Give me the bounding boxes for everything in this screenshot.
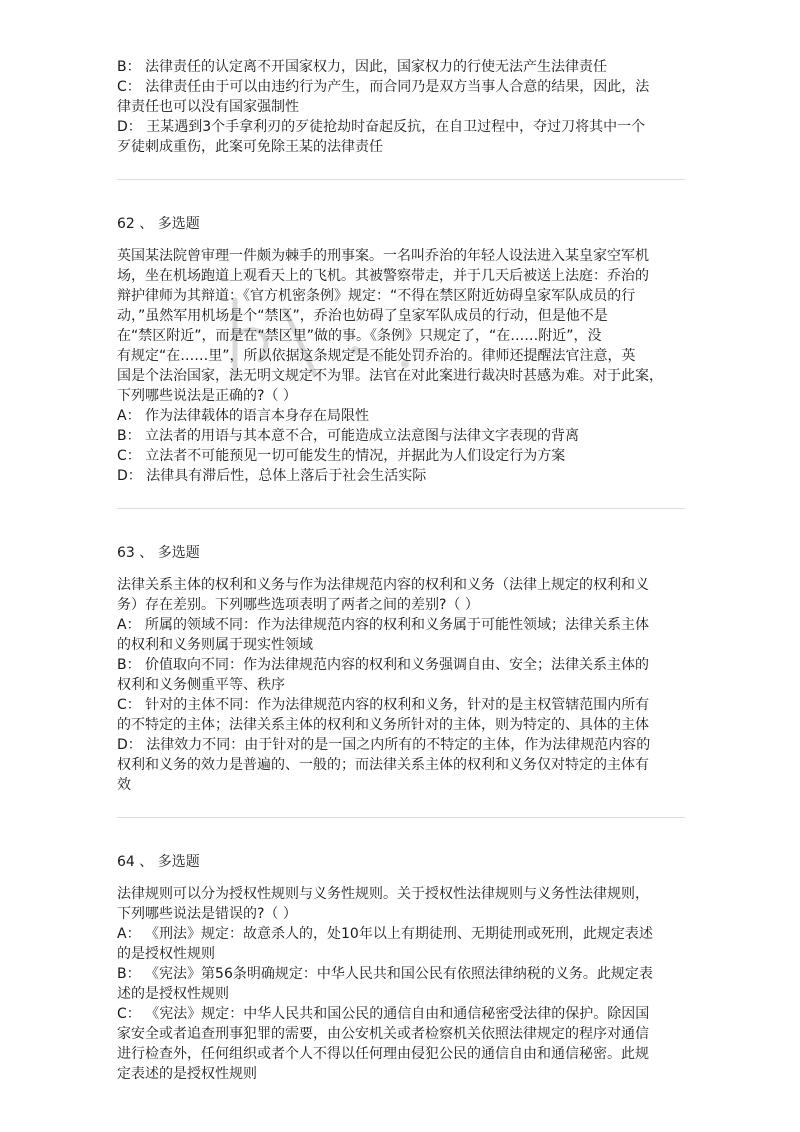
question-line: 有规定“在……里”，所以依据这条规定是不能处罚乔治的。律师还提醒法官注意，英 [117,348,636,364]
question-64 [117,852,685,1084]
option-line: C： 法律责任由于可以由违约行为产生，而合同乃是双方当事人合意的结果，因此，法 [117,79,650,95]
question-header: 63 、 多选题 [117,545,200,561]
option-line: B： 法律责任的认定离不开国家权力，因此，国家权力的行使无法产生法律责任 [117,59,608,75]
question-line: 在“禁区附近”，而是在“禁区里”做的事。《条例》只规定了，“在……附近”，没 [117,328,602,344]
option-a-cont: 的是授权性规则 [117,946,215,962]
document-page [117,57,685,1084]
option-c: C： 立法者不可能预见一切可能发生的情况，并据此为人们设定行为方案 [117,448,566,464]
question-line: 法律规则可以分为授权性规则与义务性规则。关于授权性法律规则与义务性法律规则， [117,886,649,902]
previous-question-options [117,57,685,157]
option-b: B： 价值取向不同：作为法律规范内容的权利和义务强调自由、安全；法律关系主体的 [117,657,650,673]
option-c: C： 《宪法》规定：中华人民共和国公民的通信自由和通信秘密受法律的保护。除因国 [117,1006,650,1022]
question-line: 务）存在差别。下列哪些选项表明了两者之间的差别?（ ） [117,597,479,613]
question-line: 国是个法治国家，法无明文规定不为罪。法官在对此案进行裁决时甚感为难。对于此案， [117,368,663,384]
option-a: A： 所属的领域不同：作为法律规范内容的权利和义务属于可能性领域；法律关系主体 [117,617,650,633]
option-line: 律责任也可以没有国家强制性 [117,99,299,115]
question-line: 下列哪些说法是正确的?（ ） [117,388,297,404]
option-line: 歹徒刺成重伤，此案可免除王某的法律责任 [117,139,383,155]
question-line: 下列哪些说法是错误的?（ ） [117,906,297,922]
option-c-cont: 的不特定的主体；法律关系主体的权利和义务所针对的主体，则为特定的、具体的主体 [117,717,649,733]
question-header: 64 、 多选题 [117,854,200,870]
option-c-cont: 定表述的是授权性规则 [117,1066,257,1082]
option-d: D： 法律效力不同：由于针对的是一国之内所有的不特定的主体，作为法律规范内容的 [117,737,651,753]
option-b-cont: 述的是授权性规则 [117,986,229,1002]
option-d-cont: 权利和义务的效力是普遍的、一般的；而法律关系主体的权利和义务仅对特定的主体有 [117,757,649,773]
question-line: 辩护律师为其辩道：《官方机密条例》规定：“不得在禁区附近妨碍皇家军队成员的行 [117,288,636,304]
option-d-cont: 效 [117,777,131,793]
question-line: 场，坐在机场跑道上观看天上的飞机。其被警察带走，并于几天后被送上法庭：乔治的 [117,268,649,284]
question-header: 62 、 多选题 [117,216,200,232]
option-c: C： 针对的主体不同：作为法律规范内容的权利和义务，针对的是主权管辖范围内所有 [117,697,650,713]
option-c-cont: 家安全或者追查刑事犯罪的需要，由公安机关或者检察机关依照法律规定的程序对通信 [117,1026,649,1042]
divider [117,817,685,818]
question-62 [117,214,685,486]
question-line: 法律关系主体的权利和义务与作为法律规范内容的权利和义务（法律上规定的权利和义 [117,577,649,593]
option-c-cont: 进行检查外，任何组织或者个人不得以任何理由侵犯公民的通信自由和通信秘密。此规 [117,1046,649,1062]
option-a: A： 作为法律载体的语言本身存在局限性 [117,408,370,424]
option-a: A： 《刑法》规定：故意杀人的，处10年以上有期徒刑、无期徒刑或死刑，此规定表述 [117,926,653,942]
question-63 [117,543,685,795]
option-b-cont: 权利和义务侧重平等、秩序 [117,677,285,693]
option-d: D： 法律具有滞后性，总体上落后于社会生活实际 [117,468,427,484]
divider [117,508,685,509]
divider [117,179,685,180]
option-b: B： 立法者的用语与其本意不合，可能造成立法意图与法律文字表现的背离 [117,428,580,444]
question-line: 英国某法院曾审理一件颇为棘手的刑事案。一名叫乔治的年轻人设法进入某皇家空军机 [117,248,649,264]
option-a-cont: 的权利和义务则属于现实性领域 [117,637,313,653]
option-line: D： 王某遇到3个手拿利刃的歹徒抢劫时奋起反抗，在自卫过程中，夺过刀将其中一个 [117,119,646,135]
question-line: 动，”虽然军用机场是个“禁区”，乔治也妨碍了皇家军队成员的行动，但是他不是 [117,308,608,324]
option-b: B： 《宪法》第56条明确规定：中华人民共和国公民有依照法律纳税的义务。此规定表 [117,966,653,982]
